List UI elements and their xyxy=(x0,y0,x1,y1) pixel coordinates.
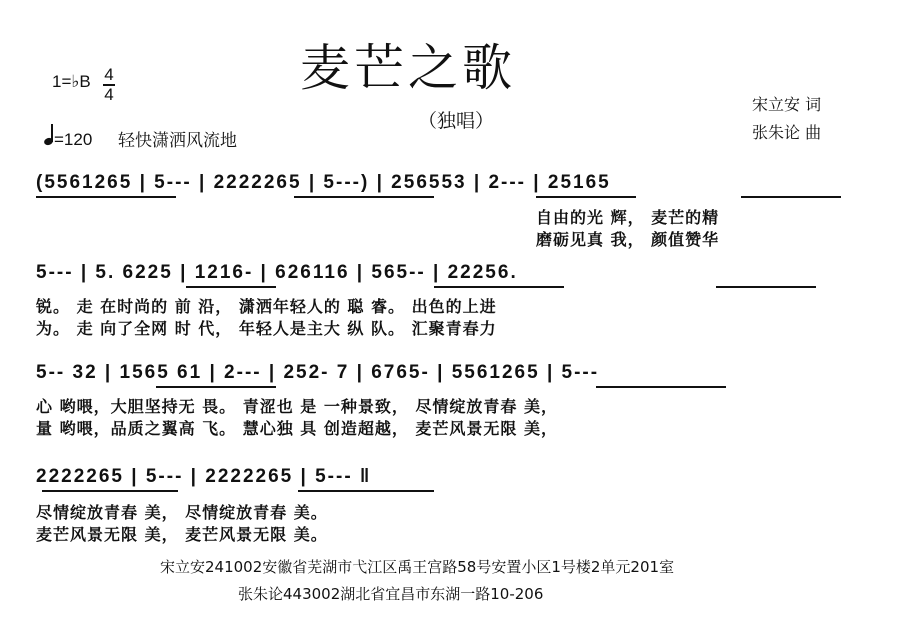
beam-line xyxy=(536,196,636,198)
beam-line xyxy=(36,196,176,198)
composer-credit: 张朱论 曲 xyxy=(752,123,822,142)
song-subtitle: （独唱） xyxy=(418,110,495,132)
lyricist-credit: 宋立安 词 xyxy=(752,95,822,114)
beam-line xyxy=(741,196,841,198)
beam-line xyxy=(298,490,434,492)
song-title: 麦芒之歌 xyxy=(300,39,516,97)
lyrics-verse-2: 磨砺见真 我， 颜值赞华 xyxy=(536,230,720,249)
beam-line xyxy=(434,286,564,288)
lyrics-verse-1: 锐。 走 在时尚的 前 沿， 潇洒年轻人的 聪 睿。 出色的上进 xyxy=(36,297,497,316)
time-signature xyxy=(102,66,116,104)
notation-line: 5-- 32 | 1565 61 | 2--- | 252- 7 | 6765- | 5561265 | 5--- xyxy=(36,362,600,383)
time-signature-top: 4 xyxy=(104,65,114,84)
lyrics-verse-2: 麦芒风景无限 美， 麦芒风景无限 美。 xyxy=(36,525,328,544)
lyricist-address: 宋立安241002安徽省芜湖市弋江区禹王宫路58号安置小区1号楼2单元201室 xyxy=(160,558,675,576)
key-signature: 1=♭B xyxy=(52,72,91,91)
lyrics-verse-2: 量 哟喂，品质之翼高 飞。 慧心独 具 创造超越， 麦芒风景无限 美， xyxy=(36,419,558,438)
expression-marking: 轻快潇洒风流地 xyxy=(118,131,237,151)
beam-line xyxy=(186,286,276,288)
lyrics-verse-1: 自由的光 辉， 麦芒的精 xyxy=(536,208,720,227)
tempo-value: =120 xyxy=(54,130,93,149)
notation-line: (5561265 | 5--- | 2222265 | 5---) | 256553 | 2--- | 25165 xyxy=(36,172,611,193)
beam-line xyxy=(716,286,816,288)
notation-line: 5--- | 5. 6225 | 1216- | 626116 | 565-- | 22256. xyxy=(36,262,518,283)
half-note-icon xyxy=(44,125,54,145)
lyrics-verse-1: 尽情绽放青春 美， 尽情绽放青春 美。 xyxy=(36,503,328,522)
beam-line xyxy=(294,196,434,198)
beam-line xyxy=(596,386,726,388)
lyrics-verse-2: 为。 走 向了全网 时 代， 年轻人是主大 纵 队。 汇聚青春力 xyxy=(36,319,497,338)
composer-address: 张朱论443002湖北省宜昌市东湖一路10-206 xyxy=(238,585,544,603)
notation-line: 2222265 | 5--- | 2222265 | 5--- ‖ xyxy=(36,466,372,487)
beam-line xyxy=(42,490,178,492)
beam-line xyxy=(156,386,276,388)
lyrics-verse-1: 心 哟喂，大胆坚持无 畏。 青涩也 是 一种景致， 尽情绽放青春 美， xyxy=(36,397,558,416)
time-signature-bottom: 4 xyxy=(104,84,114,104)
tempo-marking xyxy=(44,125,92,150)
